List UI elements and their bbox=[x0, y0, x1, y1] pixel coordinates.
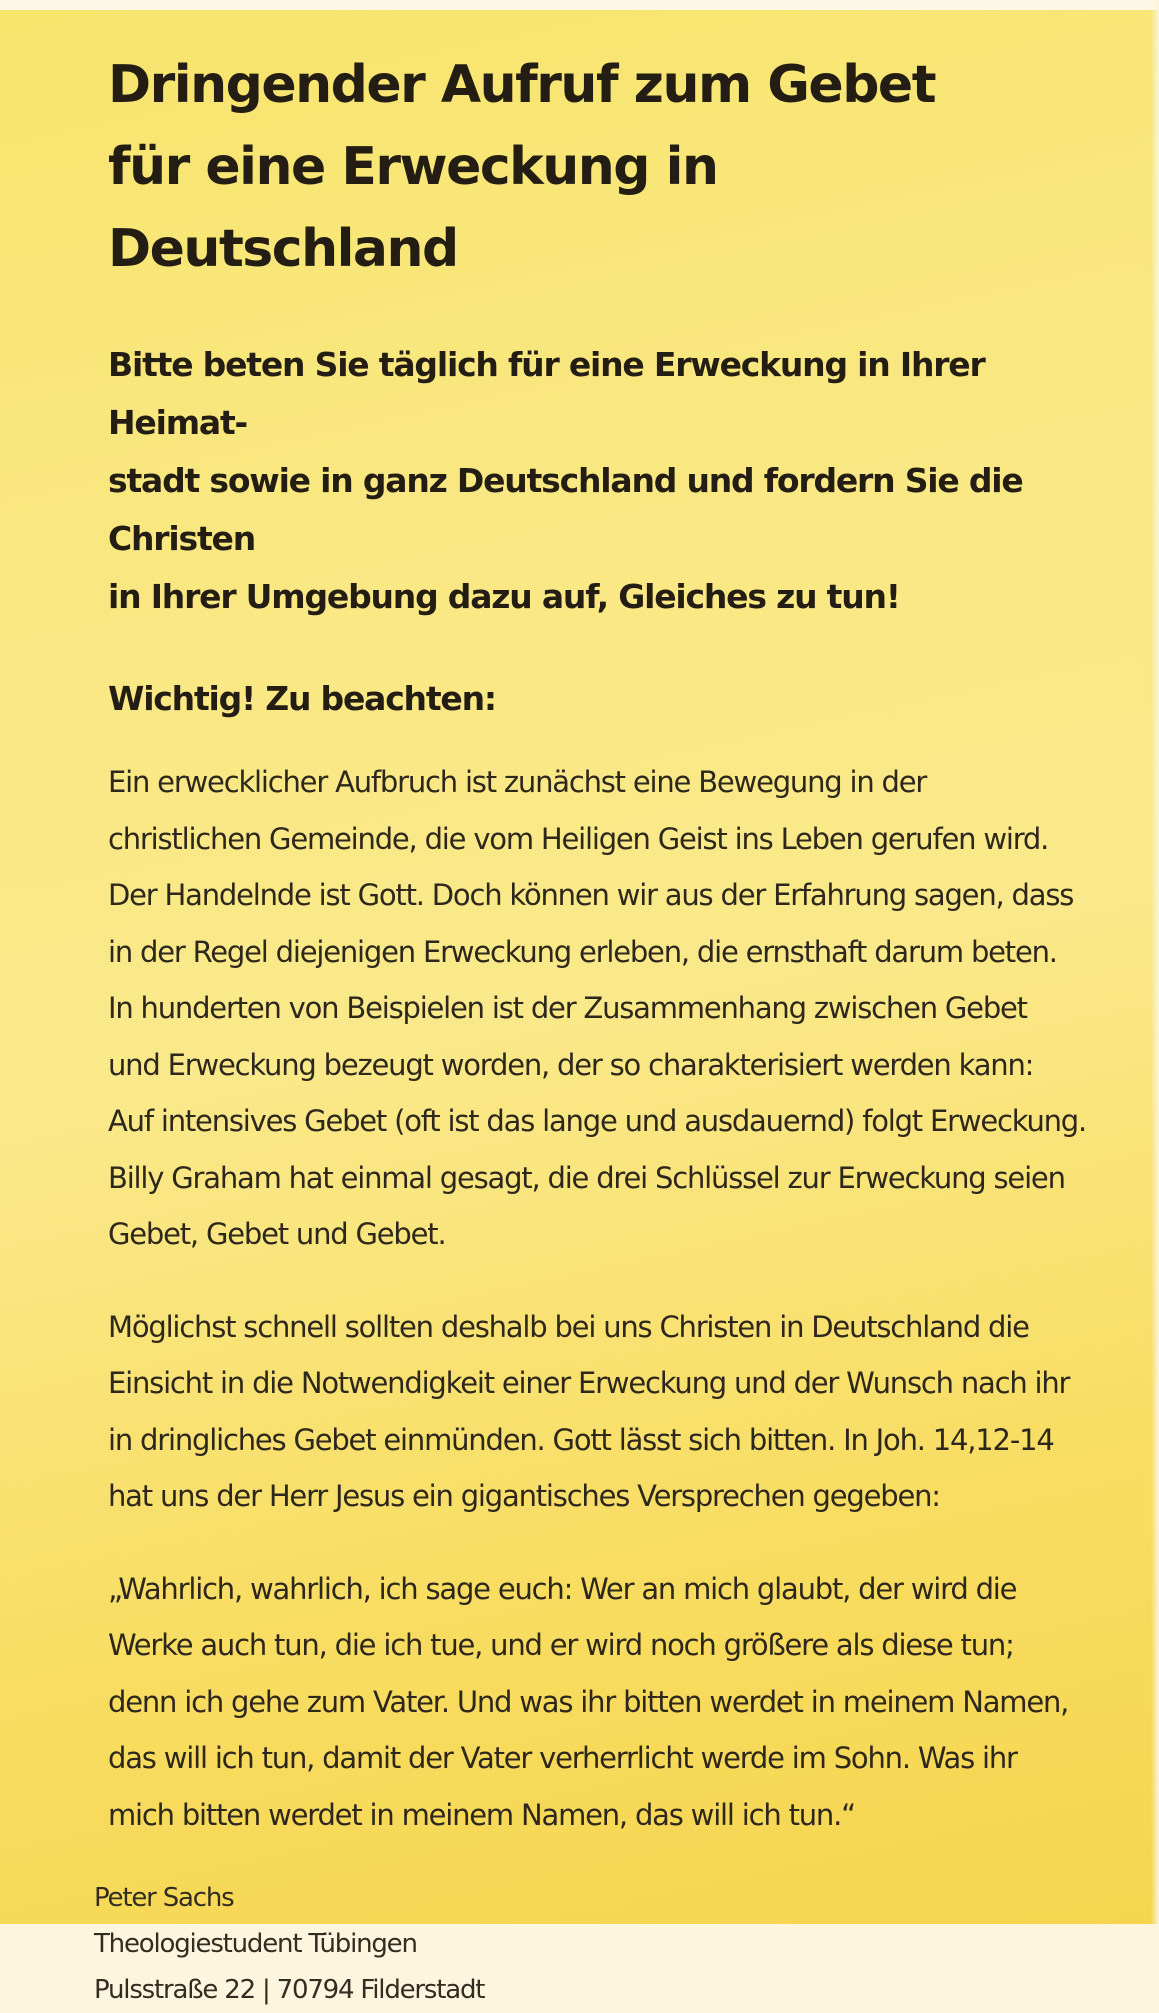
paragraph-line: in der Regel diejenigen Erweckung erleben, die ernsthaft darum beten. bbox=[108, 934, 1057, 969]
body-paragraph-1 bbox=[108, 754, 1087, 1263]
author-role: Theologiestudent Tübingen bbox=[94, 1929, 417, 1959]
title-line-2: für eine Erweckung in Deutschland bbox=[108, 137, 718, 279]
section-heading: Wichtig! Zu beachten: bbox=[108, 679, 496, 718]
paragraph-line: in dringliches Gebet einmünden. Gott lässt sich bitten. In Joh. 14,12-14 bbox=[108, 1422, 1054, 1457]
paragraph-line: christlichen Gemeinde, die vom Heiligen Geist ins Leben gerufen wird. bbox=[108, 821, 1049, 856]
paragraph-line: Einsicht in die Notwendigkeit einer Erweckung und der Wunsch nach ihr bbox=[108, 1366, 1070, 1400]
bible-quote bbox=[108, 1561, 1079, 1844]
author-address: Pulsstraße 22 | 70794 Filderstadt bbox=[94, 1975, 485, 2005]
intro-line: Bitte beten Sie täglich für eine Erweckung in Ihrer Heimat- bbox=[108, 345, 985, 442]
paragraph-line: Auf intensives Gebet (oft ist das lange und ausdauernd) folgt Erweckung. bbox=[108, 1104, 1087, 1138]
paragraph-line: Der Handelnde ist Gott. Doch können wir aus der Erfahrung sagen, dass bbox=[108, 878, 1074, 912]
quote-line: denn ich gehe zum Vater. Und was ihr bitten werdet in meinem Namen, bbox=[108, 1684, 1069, 1719]
quote-line: Werke auch tun, die ich tue, und er wird noch größere als diese tun; bbox=[108, 1628, 1014, 1662]
paragraph-line: und Erweckung bezeugt worden, der so charakterisiert werden kann: bbox=[108, 1047, 1034, 1082]
paragraph-line: hat uns der Herr Jesus ein gigantisches Versprechen gegeben: bbox=[108, 1479, 940, 1513]
body-paragraph-2 bbox=[108, 1299, 1079, 1525]
intro-appeal bbox=[108, 336, 1079, 626]
paragraph-line: In hunderten von Beispielen ist der Zusammenhang zwischen Gebet bbox=[108, 991, 1027, 1025]
quote-line: „Wahrlich, wahrlich, ich sage euch: Wer an mich glaubt, der wird die bbox=[108, 1571, 1017, 1606]
page-title bbox=[108, 44, 1079, 290]
intro-line: in Ihrer Umgebung dazu auf, Gleiches zu tun! bbox=[108, 577, 900, 616]
title-line-1: Dringender Aufruf zum Gebet bbox=[108, 55, 936, 115]
intro-line: stadt sowie in ganz Deutschland und fordern Sie die Christen bbox=[108, 461, 1023, 558]
quote-line: mich bitten werdet in meinem Namen, das will ich tun.“ bbox=[108, 1797, 855, 1832]
author-name: Peter Sachs bbox=[94, 1883, 234, 1913]
quote-line: das will ich tun, damit der Vater verherrlicht werde im Sohn. Was ihr bbox=[108, 1741, 1017, 1775]
paragraph-line: Möglichst schnell sollten deshalb bei uns Christen in Deutschland die bbox=[108, 1309, 1029, 1344]
paragraph-line: Ein erwecklicher Aufbruch ist zunächst eine Bewegung in der bbox=[108, 765, 927, 799]
signature-block bbox=[94, 1875, 1079, 2013]
paragraph-line: Billy Graham hat einmal gesagt, die drei Schlüssel zur Erweckung seien bbox=[108, 1160, 1065, 1195]
paragraph-line: Gebet, Gebet und Gebet. bbox=[108, 1217, 446, 1251]
